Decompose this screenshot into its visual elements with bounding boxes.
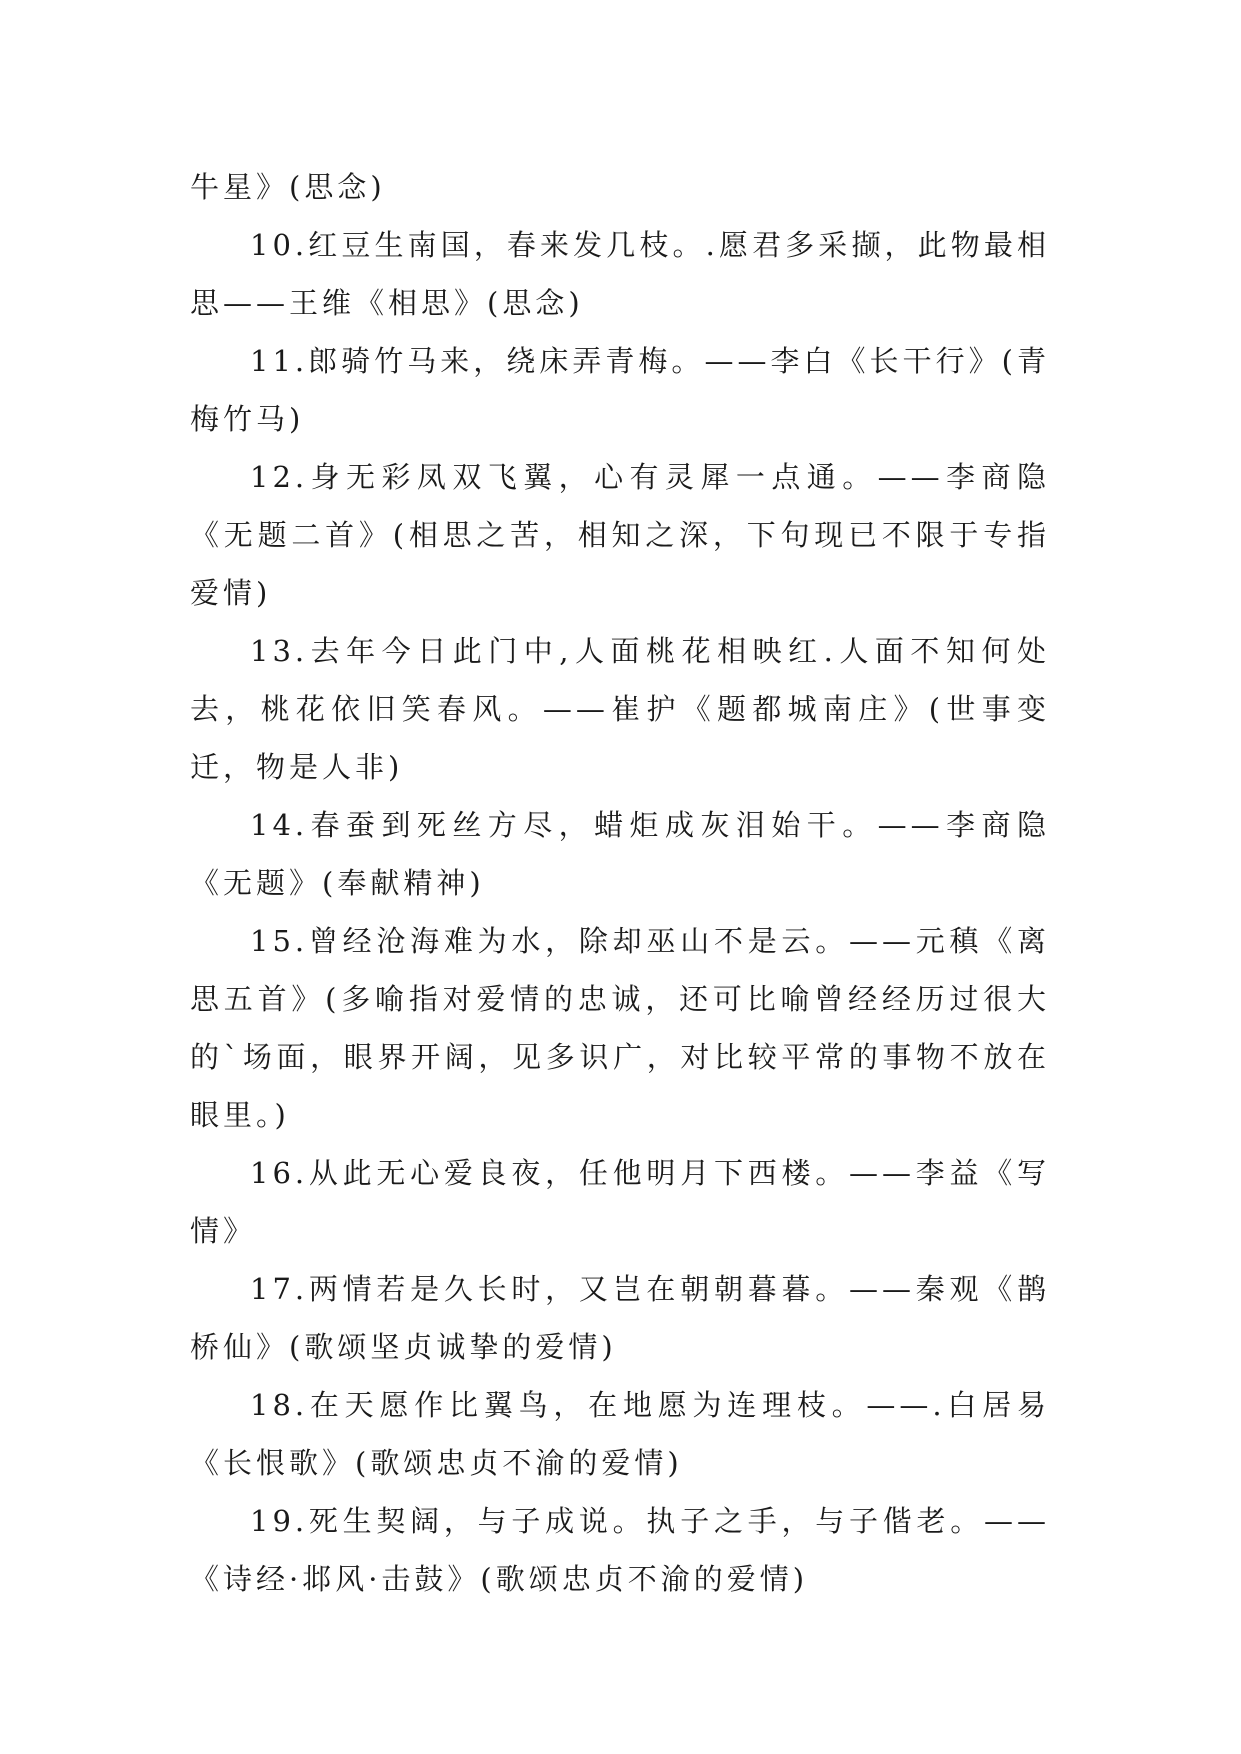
paragraph-8: 17.两情若是久长时，又岂在朝朝暮暮。——秦观《鹊桥仙》(歌颂坚贞诚挚的爱情) [190,1272,1050,1364]
paragraph-7: 16.从此无心爱良夜，任他明月下西楼。——李益《写情》 [190,1156,1050,1248]
document-body [190,158,1050,1608]
paragraph-3: 12.身无彩凤双飞翼，心有灵犀一点通。——李商隐《无题二首》(相思之苦，相知之深，下句现已不限于专指爱情) [190,460,1050,610]
paragraph-4: 13.去年今日此门中,人面桃花相映红.人面不知何处去，桃花依旧笑春风。——崔护《题都城南庄》(世事变迁，物是人非) [190,634,1050,784]
paragraph-10: 19.死生契阔，与子成说。执子之手，与子偕老。——《诗经·邶风·击鼓》(歌颂忠贞不渝的爱情) [190,1504,1050,1596]
paragraph-6: 15.曾经沧海难为水，除却巫山不是云。——元稹《离思五首》(多喻指对爱情的忠诚，还可比喻曾经经历过很大的`场面，眼界开阔，见多识广，对比较平常的事物不放在眼里。) [190,924,1050,1132]
paragraph-1: 10.红豆生南国，春来发几枝。.愿君多采撷，此物最相思——王维《相思》(思念) [190,228,1050,320]
paragraph-5: 14.春蚕到死丝方尽，蜡炬成灰泪始干。——李商隐《无题》(奉献精神) [190,808,1050,900]
paragraph-2: 11.郎骑竹马来，绕床弄青梅。——李白《长干行》(青梅竹马) [190,344,1050,436]
paragraph-0: 牛星》(思念) [190,170,386,204]
paragraph-9: 18.在天愿作比翼鸟，在地愿为连理枝。——.白居易《长恨歌》(歌颂忠贞不渝的爱情) [190,1388,1050,1480]
